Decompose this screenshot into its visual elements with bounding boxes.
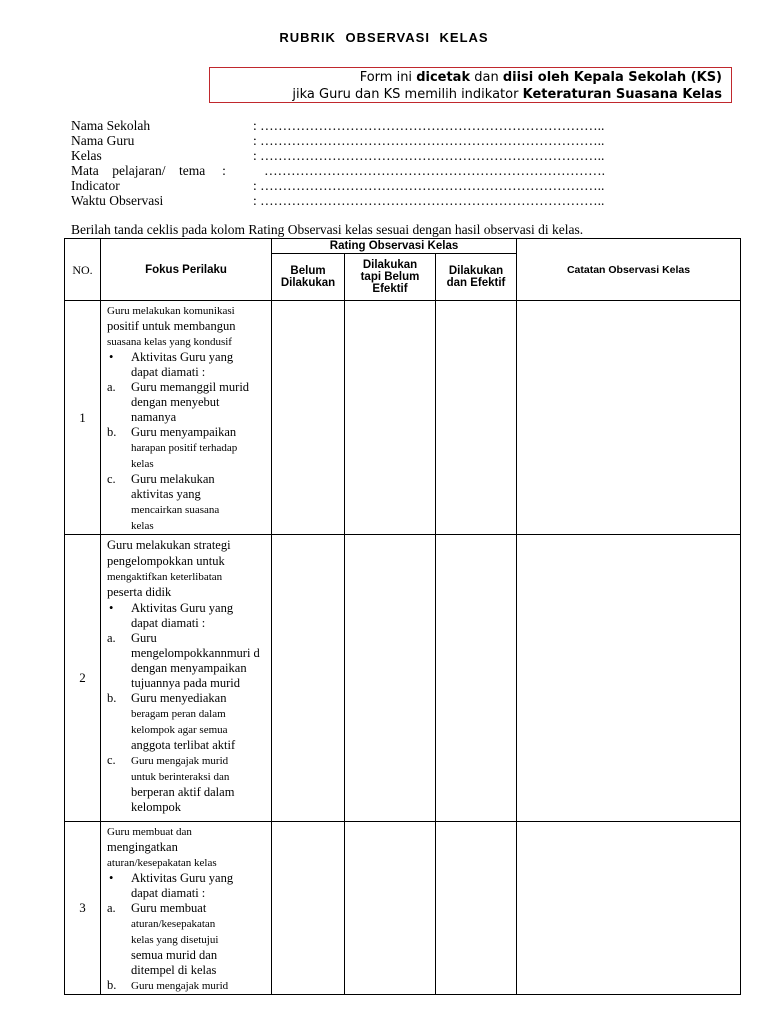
field-label: Nama Guru [71,133,135,148]
header-tapi-belum-text: Dilakukan tapi Belum Efektif [360,259,420,295]
header-rating-group: Rating Observasi Kelas [272,239,517,254]
rating-cell-tapi-belum[interactable] [345,301,436,535]
text-line: mengingatkan [107,840,178,854]
text-line: Guru mengajak murid [131,980,229,992]
row-number: 2 [65,535,101,822]
header-belum [272,254,345,301]
list-item [107,901,267,978]
list-item [107,601,267,631]
instruction-text: Berilah tanda ceklis pada kolom Rating Observasi kelas sesuai dengan hasil observasi di kelas. [71,222,584,237]
field-label: Waktu Observasi [71,193,164,208]
text-line: dengan menyebut [131,395,220,409]
text-line: dapat diamati : [131,886,206,900]
list-item [107,871,267,901]
text-line: Guru membuat dan [107,826,192,838]
notice-text: Form ini [359,70,417,85]
text-line: pengelompokkan untuk [107,554,225,568]
header-no: NO. [65,239,101,301]
field-label: Indicator [71,178,120,193]
field-nama-sekolah [71,118,671,133]
field-value[interactable]: : ………………………………………………………………….. [253,148,605,163]
field-kelas [71,148,671,163]
text-line: Guru [131,631,157,645]
text-line: tujuannya pada murid [131,676,240,690]
field-value[interactable]: : ………………………………………………………………….. [253,193,605,208]
list-item [107,631,267,691]
text-line: beragam peran dalam [131,708,226,720]
table-header-row [65,239,741,254]
text-line: kelompok agar semua [131,724,228,736]
focus-cell [101,535,272,822]
list-marker: b. [107,425,117,439]
focus-intro [107,825,267,871]
list-item [107,978,267,994]
field-indicator [71,178,671,193]
text-line: Aktivitas Guru yang [131,350,234,364]
text-line: peserta didik [107,585,172,599]
focus-cell [101,301,272,535]
bullet-marker: • [109,871,114,885]
text-line: mengaktifkan keterlibatan [107,571,223,583]
text-line: aturan/kesepakatan kelas [107,857,217,869]
rating-cell-efektif[interactable] [436,535,517,822]
rating-cell-belum[interactable] [272,535,345,822]
catatan-cell[interactable] [517,822,741,995]
list-marker: c. [107,753,116,767]
table-row [65,535,741,822]
text-line: untuk berinteraksi dan [131,771,230,783]
field-label: Nama Sekolah [71,118,151,133]
text-line: suasana kelas yang kondusif [107,336,232,348]
notice-text: jika Guru dan KS memilih indikator [292,87,523,102]
header-belum-text: Belum Dilakukan [280,265,336,289]
text-line: dapat diamati : [131,365,206,379]
field-value[interactable]: …………………………………………………………………. [254,163,605,178]
rubric-table [64,238,741,995]
notice-text: dan [470,70,503,85]
list-marker: b. [107,978,117,992]
text-line: aktivitas yang [131,487,201,501]
bullet-marker: • [109,350,114,364]
notice-line-1 [210,69,722,86]
text-line: kelas yang disetujui [131,934,219,946]
catatan-cell[interactable] [517,301,741,535]
rating-cell-belum[interactable] [272,822,345,995]
bullet-marker: • [109,601,114,615]
list-item [107,380,267,425]
text-line: Guru membuat [131,901,207,915]
list-item [107,425,267,472]
rating-cell-belum[interactable] [272,301,345,535]
page-title: RUBRIK OBSERVASI KELAS [279,30,489,45]
header-focus: Fokus Perilaku [101,239,272,301]
field-value[interactable]: : ………………………………………………………………….. [253,118,605,133]
field-label: Mata pelajaran/ tema : [71,163,226,178]
header-efektif-text: Dilakukan dan Efektif [446,265,506,289]
row-number: 3 [65,822,101,995]
text-line: Guru melakukan strategi [107,538,231,552]
header-efektif [436,254,517,301]
text-line: mencairkan suasana [131,504,220,516]
text-line: Aktivitas Guru yang [131,871,234,885]
list-marker: c. [107,472,116,486]
rating-cell-efektif[interactable] [436,301,517,535]
notice-bold-text: dicetak [416,70,471,85]
table-row [65,822,741,995]
notice-line-2 [210,86,722,103]
focus-cell [101,822,272,995]
list-marker: b. [107,691,117,705]
text-line: aturan/kesepakatan [131,918,216,930]
text-line: Guru mengajak murid [131,755,229,767]
field-value[interactable]: : ………………………………………………………………….. [253,133,605,148]
list-item [107,753,267,815]
text-line: kelas [131,458,154,470]
notice-bold-text: diisi oleh Kepala Sekolah (KS) [502,70,722,85]
row-number: 1 [65,301,101,535]
list-marker: a. [107,901,116,915]
list-item [107,472,267,534]
text-line: Guru menyampaikan [131,425,237,439]
text-line: ditempel di kelas [131,963,217,977]
text-line: dapat diamati : [131,616,206,630]
text-line: anggota terlibat aktif [131,738,236,752]
text-line: Aktivitas Guru yang [131,601,234,615]
rating-cell-tapi-belum[interactable] [345,535,436,822]
list-marker: a. [107,380,116,394]
notice-bold-text: Keteraturan Suasana Kelas [522,87,722,102]
header-catatan: Catatan Observasi Kelas [517,239,741,301]
field-nama-guru [71,133,671,148]
catatan-cell[interactable] [517,535,741,822]
text-line: Guru melakukan [131,472,215,486]
text-line: Guru memanggil murid [131,380,250,394]
text-line: harapan positif terhadap [131,442,238,454]
text-line: positif untuk membangun [107,319,236,333]
text-line: namanya [131,410,177,424]
field-label: Kelas [71,148,102,163]
text-line: Guru melakukan komunikasi [107,305,235,317]
list-item [107,350,267,380]
text-line: Guru menyediakan [131,691,227,705]
table-row [65,301,741,535]
text-line: semua murid dan [131,948,218,962]
identity-fields [71,118,671,208]
notice-box [209,67,732,103]
focus-intro [107,304,267,350]
list-marker: a. [107,631,116,645]
text-line: mengelompokkannmuri d [131,646,260,660]
field-mata-pelajaran [71,163,671,178]
rating-cell-tapi-belum[interactable] [345,822,436,995]
text-line: berperan aktif dalam [131,785,235,799]
text-line: kelas [131,520,154,532]
focus-intro [107,538,267,601]
text-line: dengan menyampaikan [131,661,247,675]
field-value[interactable]: : ………………………………………………………………….. [253,178,605,193]
list-item [107,691,267,753]
rating-cell-efektif[interactable] [436,822,517,995]
field-waktu-observasi [71,193,671,208]
text-line: kelompok [131,800,181,814]
header-tapi-belum [345,254,436,301]
